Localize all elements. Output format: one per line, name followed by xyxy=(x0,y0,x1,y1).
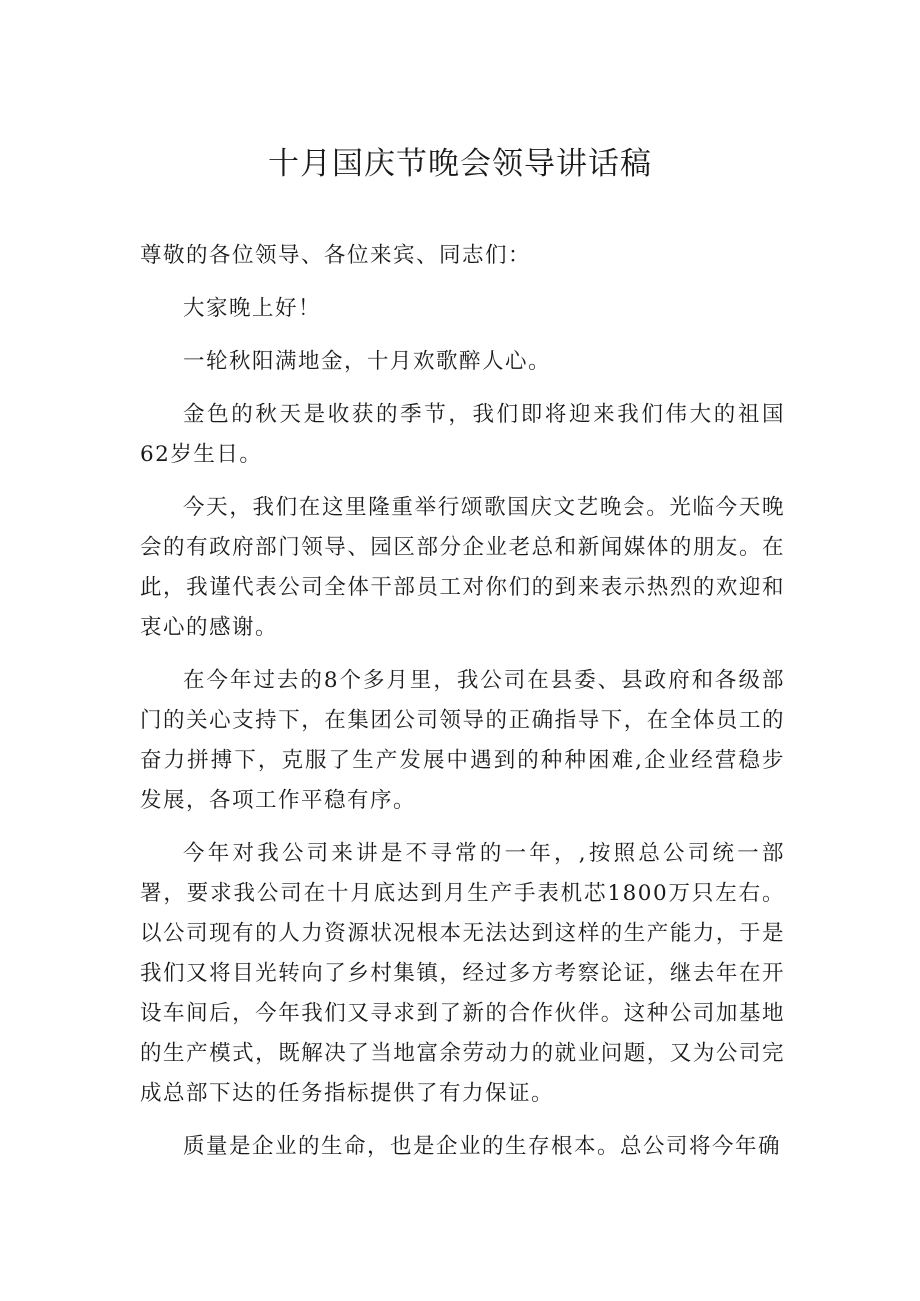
paragraph-production: 今年对我公司来讲是不寻常的一年，,按照总公司统一部署，要求我公司在十月底达到月生产手表机芯1800万只左右。以公司现有的人力资源状况根本无法达到这样的生产能力，于是我们又将目光转向了乡村集镇，经过多方考察论证，继去年在开设车间后，今年我们又寻求到了新的合作伙伴。这种公司加基地的生产模式，既解决了当地富余劳动力的就业问题，又为公司完成总部下达的任务指标提供了有力保证。 xyxy=(140,841,785,1106)
paragraph-progress: 在今年过去的8个多月里，我公司在县委、县政府和各级部门的关心支持下，在集团公司领导的正确指导下，在全体员工的奋力拼搏下，克服了生产发展中遇到的种种困难,企业经营稳步发展，各项工作平稳有序。 xyxy=(140,668,785,813)
paragraph-verse: 一轮秋阳满地金，十月欢歌醉人心。 xyxy=(183,349,552,374)
paragraph-quality: 质量是企业的生命，也是企业的生存根本。总公司将今年确 xyxy=(183,1134,782,1159)
document-body xyxy=(140,236,785,1180)
document-title: 十月国庆节晚会领导讲话稿 xyxy=(268,146,652,182)
salutation: 尊敬的各位领导、各位来宾、同志们： xyxy=(140,243,532,268)
paragraph-welcome: 今天，我们在这里隆重举行颂歌国庆文艺晚会。光临今天晚会的有政府部门领导、园区部分企业老总和新闻媒体的朋友。在此，我谨代表公司全体干部员工对你们的到来表示热烈的欢迎和衷心的感谢。 xyxy=(140,495,785,640)
paragraph-autumn: 金色的秋天是收获的季节，我们即将迎来我们伟大的祖国62岁生日。 xyxy=(140,402,785,467)
paragraph-greeting: 大家晚上好！ xyxy=(183,296,322,321)
